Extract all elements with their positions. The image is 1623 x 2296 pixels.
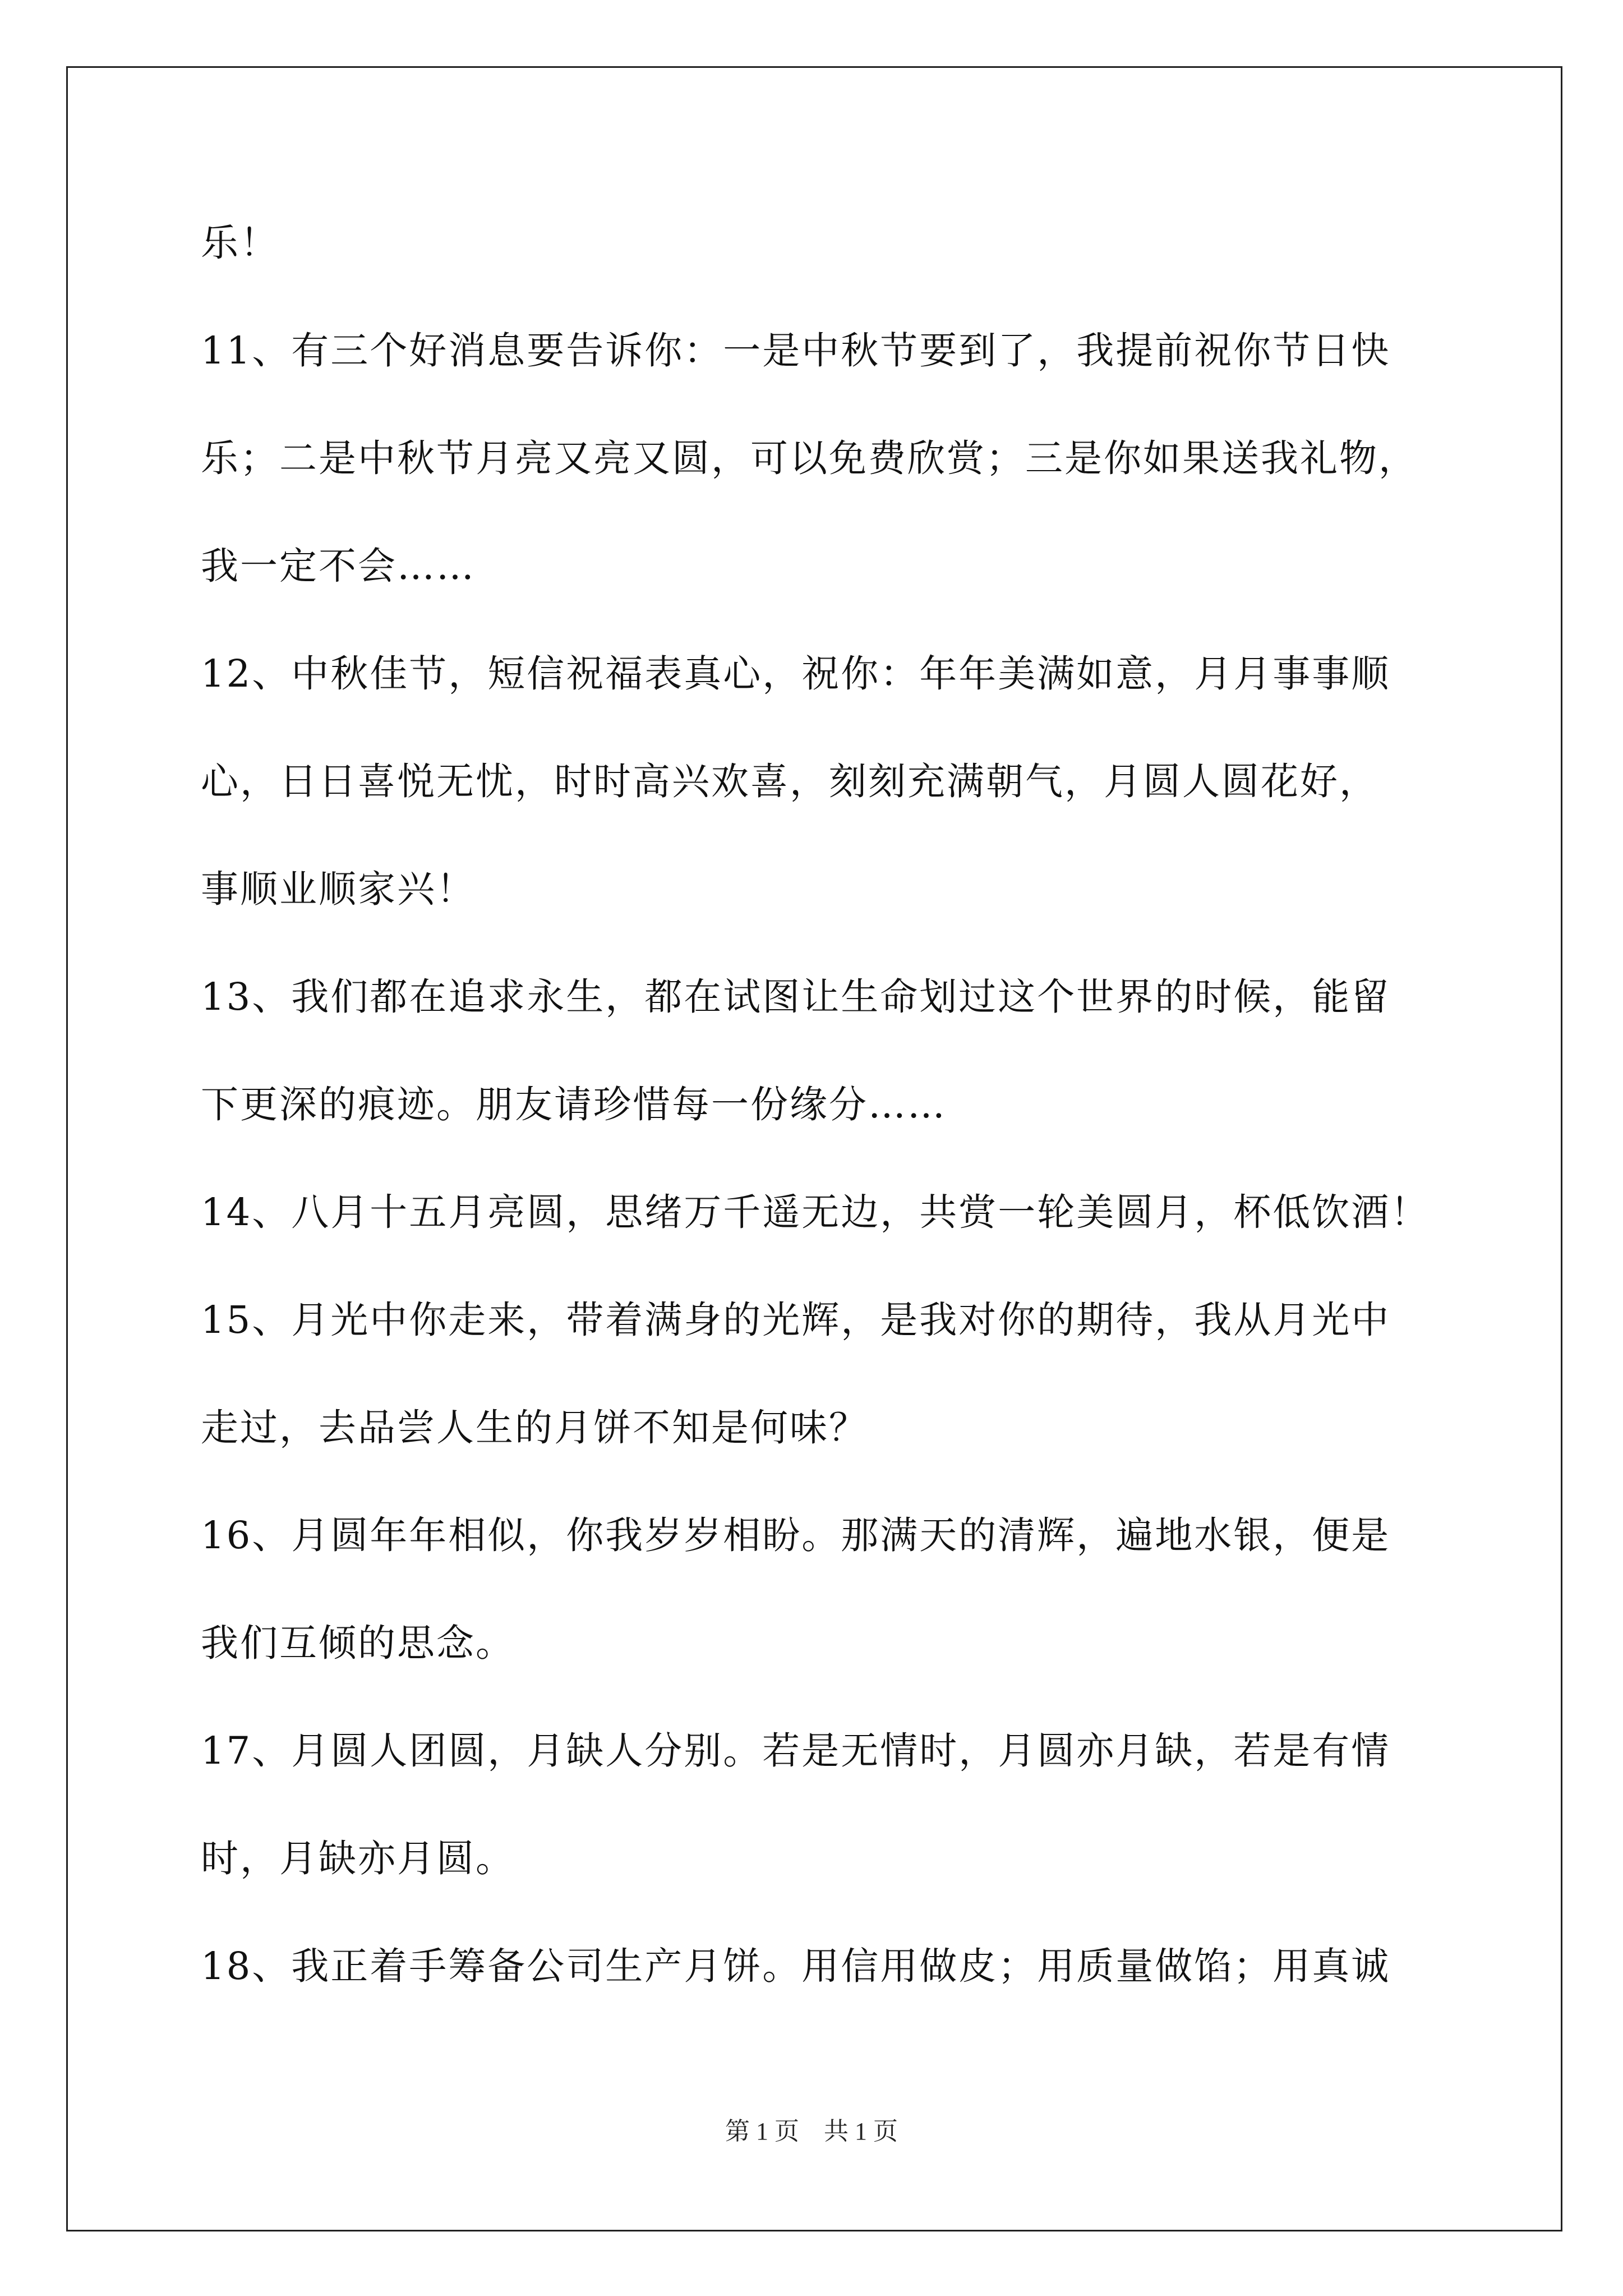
text-line: 乐；二是中秋节月亮又亮又圆，可以免费欣赏；三是你如果送我礼物， <box>201 436 1418 480</box>
text-line: 我们互倾的思念。 <box>201 1621 515 1665</box>
text-line: 我一定不会…… <box>201 544 476 588</box>
text-line: 12、中秋佳节，短信祝福表真心，祝你：年年美满如意，月月事事顺 <box>201 652 1391 696</box>
text-line: 15、月光中你走来，带着满身的光辉，是我对你的期待，我从月光中 <box>201 1298 1391 1342</box>
text-line: 乐！ <box>201 221 279 265</box>
page-number-footer: 第 1 页 共 1 页 <box>725 2118 898 2145</box>
text-line: 14、八月十五月亮圆，思绪万千遥无边，共赏一轮美圆月，杯低饮酒！ <box>201 1190 1430 1234</box>
text-line: 11、有三个好消息要告诉你：一是中秋节要到了，我提前祝你节日快 <box>201 329 1391 372</box>
text-line: 心，日日喜悦无忧，时时高兴欢喜，刻刻充满朝气，月圆人圆花好， <box>201 760 1378 803</box>
text-line: 走过，去品尝人生的月饼不知是何味？ <box>201 1406 868 1450</box>
text-line: 13、我们都在追求永生，都在试图让生命划过这个世界的时候，能留 <box>201 975 1391 1019</box>
text-line: 17、月圆人团圆，月缺人分别。若是无情时，月圆亦月缺，若是有情 <box>201 1729 1391 1773</box>
text-line: 18、我正着手筹备公司生产月饼。用信用做皮；用质量做馅；用真诚 <box>201 1944 1391 1988</box>
text-line: 事顺业顺家兴！ <box>201 867 476 911</box>
document-body <box>201 216 1446 1993</box>
text-line: 时，月缺亦月圆。 <box>201 1837 515 1880</box>
text-line: 16、月圆年年相似，你我岁岁相盼。那满天的清辉，遍地水银，便是 <box>201 1513 1391 1557</box>
text-line: 下更深的痕迹。朋友请珍惜每一份缘分…… <box>201 1083 947 1126</box>
